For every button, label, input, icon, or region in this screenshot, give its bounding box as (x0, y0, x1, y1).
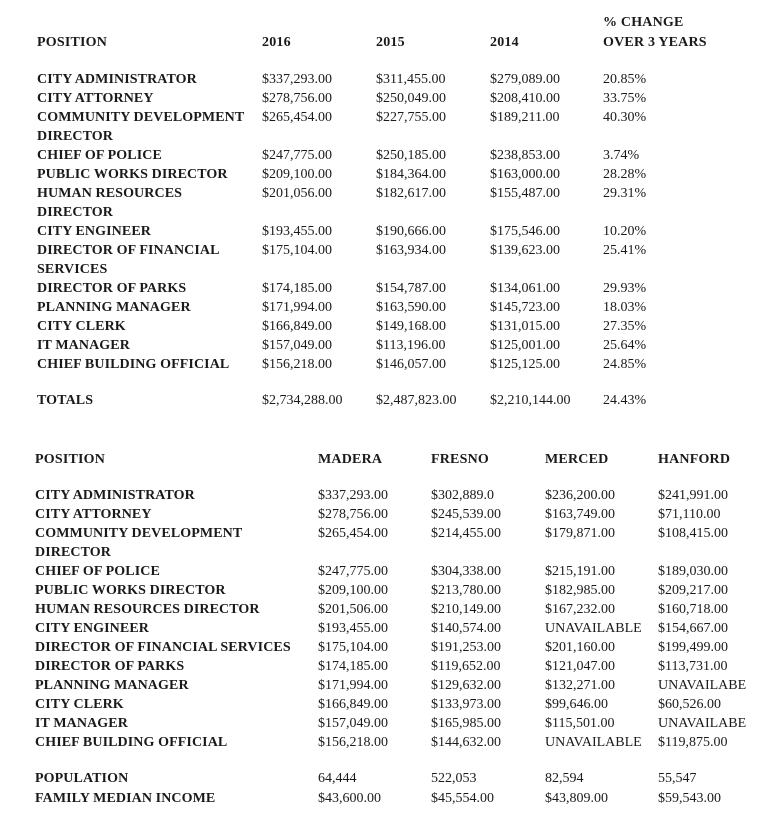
percent-change: 27.35% (603, 319, 647, 334)
percent-change: 20.85% (603, 72, 647, 87)
salary-2015: $250,185.00 (376, 148, 446, 163)
salary-hanford: $189,030.00 (658, 564, 728, 579)
position-name: CITY CLERK (35, 697, 124, 712)
salary-madera: $209,100.00 (318, 583, 388, 598)
salary-merced: $132,271.00 (545, 678, 615, 693)
position-name: CITY ENGINEER (35, 621, 149, 636)
position-name: HUMAN RESOURCES (37, 186, 183, 201)
salary-2015: $311,455.00 (376, 72, 446, 87)
salary-merced: UNAVAILABLE (545, 621, 642, 636)
percent-change: 24.85% (603, 357, 647, 372)
position-name: CITY ADMINISTRATOR (35, 488, 195, 503)
salary-2014: $125,001.00 (490, 338, 560, 353)
percent-change: 29.93% (603, 281, 647, 296)
position-name: DIRECTOR OF PARKS (37, 281, 187, 296)
position-name: COMMUNITY DEVELOPMENT (35, 526, 243, 541)
salary-hanford: $154,667.00 (658, 621, 728, 636)
salary-madera: $265,454.00 (318, 526, 388, 541)
salary-2016: $166,849.00 (262, 319, 332, 334)
position-name: PUBLIC WORKS DIRECTOR (37, 167, 228, 182)
population-label: POPULATION (35, 771, 129, 786)
income-fresno: $45,554.00 (431, 791, 494, 806)
salary-2014: $131,015.00 (490, 319, 560, 334)
header-2014: 2014 (490, 35, 519, 50)
population-madera: 64,444 (318, 771, 357, 786)
salary-merced: $179,871.00 (545, 526, 615, 541)
header-madera: MADERA (318, 452, 383, 467)
position-name: DIRECTOR OF PARKS (35, 659, 185, 674)
salary-2014: $189,211.00 (490, 110, 560, 125)
salary-fresno: $129,632.00 (431, 678, 501, 693)
population-fresno: 522,053 (431, 771, 477, 786)
salary-madera: $166,849.00 (318, 697, 388, 712)
position-name: COMMUNITY DEVELOPMENT (37, 110, 245, 125)
salary-merced: $201,160.00 (545, 640, 615, 655)
salary-madera: $175,104.00 (318, 640, 388, 655)
salary-hanford: $71,110.00 (658, 507, 721, 522)
salary-fresno: $304,338.00 (431, 564, 501, 579)
salary-madera: $337,293.00 (318, 488, 388, 503)
salary-fresno: $119,652.00 (431, 659, 501, 674)
position-name: DIRECTOR (37, 205, 114, 220)
position-name: DIRECTOR (37, 129, 114, 144)
position-name: IT MANAGER (35, 716, 128, 731)
salary-2014: $279,089.00 (490, 72, 560, 87)
salary-madera: $201,506.00 (318, 602, 388, 617)
salary-2016: $157,049.00 (262, 338, 332, 353)
income-madera: $43,600.00 (318, 791, 381, 806)
position-name: DIRECTOR OF FINANCIAL SERVICES (35, 640, 291, 655)
percent-change: 40.30% (603, 110, 647, 125)
salary-hanford: $119,875.00 (658, 735, 728, 750)
salary-fresno: $140,574.00 (431, 621, 501, 636)
position-name: CITY ATTORNEY (35, 507, 152, 522)
salary-2014: $139,623.00 (490, 243, 560, 258)
salary-fresno: $245,539.00 (431, 507, 501, 522)
salary-merced: $236,200.00 (545, 488, 615, 503)
totals-2014: $2,210,144.00 (490, 393, 571, 408)
salary-merced: $182,985.00 (545, 583, 615, 598)
salary-fresno: $165,985.00 (431, 716, 501, 731)
salary-hanford: $209,217.00 (658, 583, 728, 598)
percent-change: 25.41% (603, 243, 647, 258)
salary-fresno: $210,149.00 (431, 602, 501, 617)
salary-fresno: $213,780.00 (431, 583, 501, 598)
salary-madera: $174,185.00 (318, 659, 388, 674)
percent-change: 10.20% (603, 224, 647, 239)
income-merced: $43,809.00 (545, 791, 608, 806)
totals-2015: $2,487,823.00 (376, 393, 457, 408)
salary-2014: $163,000.00 (490, 167, 560, 182)
salary-fresno: $191,253.00 (431, 640, 501, 655)
salary-fresno: $144,632.00 (431, 735, 501, 750)
salary-2016: $193,455.00 (262, 224, 332, 239)
income-label: FAMILY MEDIAN INCOME (35, 791, 216, 806)
header-percent-change: % CHANGE (603, 15, 684, 30)
salary-2016: $209,100.00 (262, 167, 332, 182)
position-name: CHIEF OF POLICE (35, 564, 160, 579)
salary-2015: $250,049.00 (376, 91, 446, 106)
salary-2014: $175,546.00 (490, 224, 560, 239)
header-fresno: FRESNO (431, 452, 489, 467)
salary-2014: $145,723.00 (490, 300, 560, 315)
header-2015: 2015 (376, 35, 405, 50)
salary-merced: $163,749.00 (545, 507, 615, 522)
percent-change: 18.03% (603, 300, 647, 315)
salary-fresno: $214,455.00 (431, 526, 501, 541)
position-name: CITY ADMINISTRATOR (37, 72, 197, 87)
salary-madera: $193,455.00 (318, 621, 388, 636)
percent-change: 3.74% (603, 148, 640, 163)
salary-2014: $155,487.00 (490, 186, 560, 201)
salary-2016: $247,775.00 (262, 148, 332, 163)
totals-2016: $2,734,288.00 (262, 393, 343, 408)
salary-fresno: $302,889.0 (431, 488, 494, 503)
percent-change: 29.31% (603, 186, 647, 201)
header-over-three-years: OVER 3 YEARS (603, 35, 707, 50)
position-name: DIRECTOR OF FINANCIAL (37, 243, 220, 258)
header-position: POSITION (35, 452, 106, 467)
salary-madera: $278,756.00 (318, 507, 388, 522)
salary-2016: $265,454.00 (262, 110, 332, 125)
salary-2016: $174,185.00 (262, 281, 332, 296)
salary-2015: $182,617.00 (376, 186, 446, 201)
salary-2015: $154,787.00 (376, 281, 446, 296)
salary-madera: $171,994.00 (318, 678, 388, 693)
position-name: PLANNING MANAGER (37, 300, 191, 315)
salary-2015: $190,666.00 (376, 224, 446, 239)
header-2016: 2016 (262, 35, 291, 50)
percent-change: 28.28% (603, 167, 647, 182)
salary-merced: $121,047.00 (545, 659, 615, 674)
position-name: CHIEF OF POLICE (37, 148, 162, 163)
totals-percent-change: 24.43% (603, 393, 647, 408)
salary-merced: $115,501.00 (545, 716, 615, 731)
salary-2016: $278,756.00 (262, 91, 332, 106)
salary-2016: $156,218.00 (262, 357, 332, 372)
salary-2015: $163,590.00 (376, 300, 446, 315)
salary-2016: $337,293.00 (262, 72, 332, 87)
population-hanford: 55,547 (658, 771, 697, 786)
salary-2016: $175,104.00 (262, 243, 332, 258)
salary-hanford: UNAVAILABE (658, 678, 747, 693)
position-name: CITY ATTORNEY (37, 91, 154, 106)
salary-merced: UNAVAILABLE (545, 735, 642, 750)
position-name: PUBLIC WORKS DIRECTOR (35, 583, 226, 598)
salary-2015: $149,168.00 (376, 319, 446, 334)
header-merced: MERCED (545, 452, 609, 467)
salary-2015: $227,755.00 (376, 110, 446, 125)
salary-2015: $184,364.00 (376, 167, 446, 182)
salary-hanford: $241,991.00 (658, 488, 728, 503)
salary-2014: $208,410.00 (490, 91, 560, 106)
position-name: CHIEF BUILDING OFFICIAL (35, 735, 228, 750)
income-hanford: $59,543.00 (658, 791, 721, 806)
percent-change: 33.75% (603, 91, 647, 106)
salary-2014: $125,125.00 (490, 357, 560, 372)
position-name: PLANNING MANAGER (35, 678, 189, 693)
salary-hanford: $60,526.00 (658, 697, 721, 712)
salary-fresno: $133,973.00 (431, 697, 501, 712)
salary-madera: $156,218.00 (318, 735, 388, 750)
salary-merced: $215,191.00 (545, 564, 615, 579)
population-merced: 82,594 (545, 771, 584, 786)
salary-hanford: UNAVAILABE (658, 716, 747, 731)
salary-hanford: $199,499.00 (658, 640, 728, 655)
header-hanford: HANFORD (658, 452, 731, 467)
salary-hanford: $108,415.00 (658, 526, 728, 541)
salary-2015: $113,196.00 (376, 338, 446, 353)
salary-merced: $167,232.00 (545, 602, 615, 617)
position-name: DIRECTOR (35, 545, 112, 560)
percent-change: 25.64% (603, 338, 647, 353)
header-position: POSITION (37, 35, 108, 50)
salary-madera: $247,775.00 (318, 564, 388, 579)
salary-2016: $171,994.00 (262, 300, 332, 315)
position-name: CHIEF BUILDING OFFICIAL (37, 357, 230, 372)
totals-label: TOTALS (37, 393, 94, 408)
salary-2014: $134,061.00 (490, 281, 560, 296)
salary-hanford: $160,718.00 (658, 602, 728, 617)
salary-hanford: $113,731.00 (658, 659, 728, 674)
salary-2015: $163,934.00 (376, 243, 446, 258)
position-name: CITY ENGINEER (37, 224, 151, 239)
salary-madera: $157,049.00 (318, 716, 388, 731)
salary-2015: $146,057.00 (376, 357, 446, 372)
position-name: SERVICES (37, 262, 108, 277)
position-name: CITY CLERK (37, 319, 126, 334)
position-name: HUMAN RESOURCES DIRECTOR (35, 602, 260, 617)
salary-merced: $99,646.00 (545, 697, 608, 712)
salary-2016: $201,056.00 (262, 186, 332, 201)
position-name: IT MANAGER (37, 338, 130, 353)
salary-2014: $238,853.00 (490, 148, 560, 163)
